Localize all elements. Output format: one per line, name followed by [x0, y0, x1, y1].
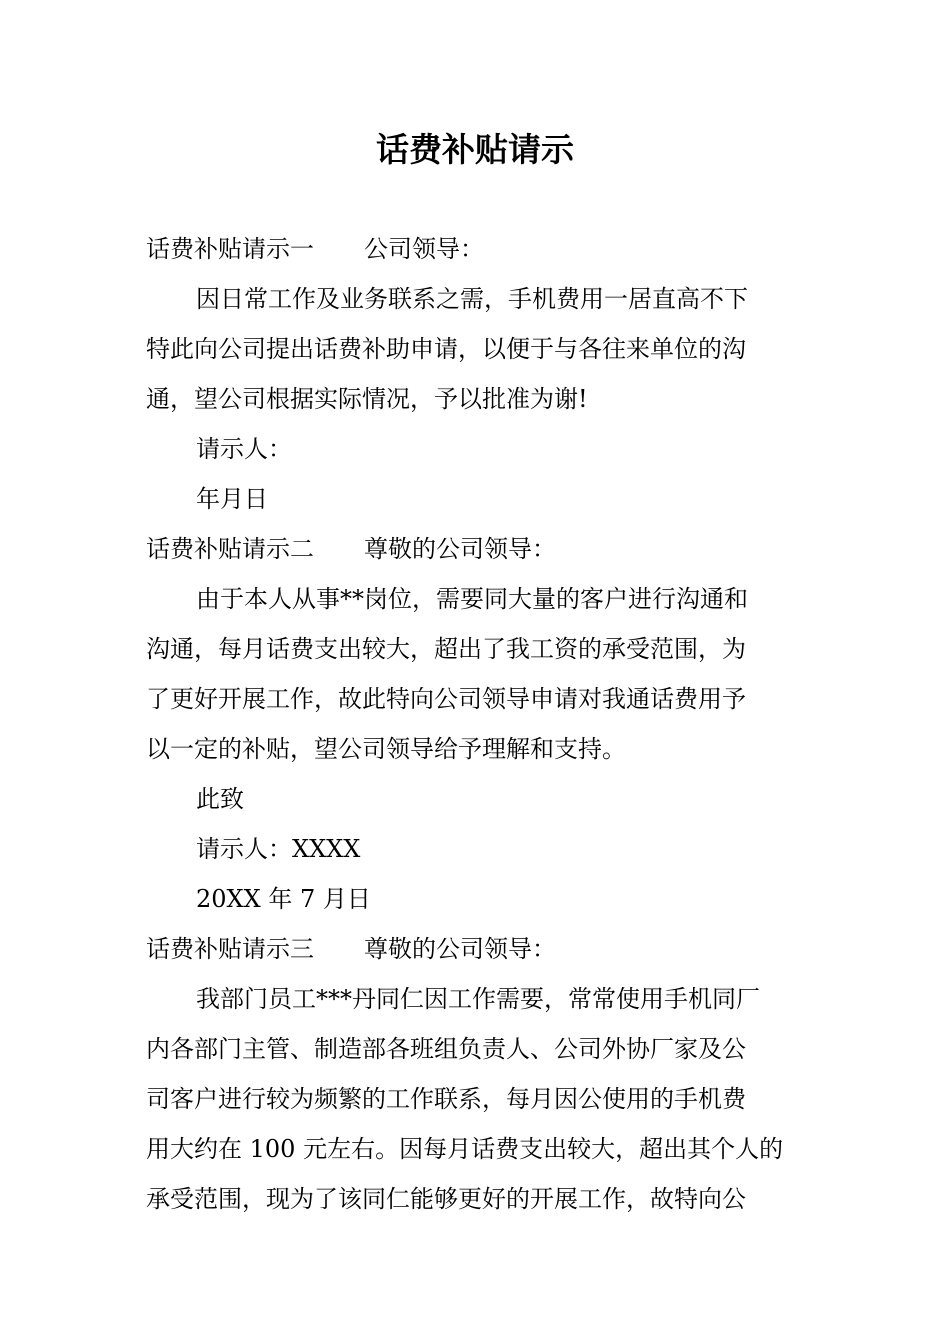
paragraph-line: 用大约在 100 元左右。因每月话费支出较大，超出其个人的: [146, 1135, 784, 1163]
section-2-closing: 此致: [196, 785, 244, 813]
paragraph-line: 特此向公司提出话费补助申请，以便于与各往来单位的沟: [146, 335, 746, 363]
document-body: [146, 224, 806, 1224]
paragraph-line: 因日常工作及业务联系之需，手机费用一居直高不下: [196, 285, 748, 313]
section-2-salutation: 尊敬的公司领导：: [364, 535, 556, 563]
paragraph-line: 司客户进行较为频繁的工作联系，每月因公使用的手机费: [146, 1085, 746, 1113]
paragraph-line: 由于本人从事**岗位，需要同大量的客户进行沟通和: [196, 585, 748, 613]
paragraph-line: 通，望公司根据实际情况，予以批准为谢!: [146, 385, 588, 413]
section-3-heading: 话费补贴请示三: [146, 935, 314, 963]
paragraph-line: 内各部门主管、制造部各班组负责人、公司外协厂家及公: [146, 1035, 746, 1063]
paragraph-line: 沟通，每月话费支出较大，超出了我工资的承受范围，为: [146, 635, 746, 663]
section-1-salutation: 公司领导：: [364, 235, 484, 263]
section-1-heading-line: [146, 224, 806, 274]
paragraph-line: 以一定的补贴，望公司领导给予理解和支持。: [146, 735, 626, 763]
section-1-signer: 请示人：: [196, 435, 292, 463]
section-2-heading-line: [146, 524, 806, 574]
paragraph-line: 承受范围，现为了该同仁能够更好的开展工作，故特向公: [146, 1185, 746, 1213]
section-3-heading-line: [146, 924, 806, 974]
paragraph-line: 了更好开展工作，故此特向公司领导申请对我通话费用予: [146, 685, 746, 713]
section-2-signer: 请示人：XXXX: [196, 835, 361, 863]
section-1-heading: 话费补贴请示一: [146, 235, 314, 263]
paragraph-line: 我部门员工***丹同仁因工作需要，常常使用手机同厂: [196, 985, 760, 1013]
section-2-date: 20XX 年 7 月日: [196, 885, 371, 913]
section-2-heading: 话费补贴请示二: [146, 535, 314, 563]
section-1-date: 年月日: [196, 485, 268, 513]
section-3-salutation: 尊敬的公司领导：: [364, 935, 556, 963]
document-title: 话费补贴请示: [376, 130, 574, 169]
